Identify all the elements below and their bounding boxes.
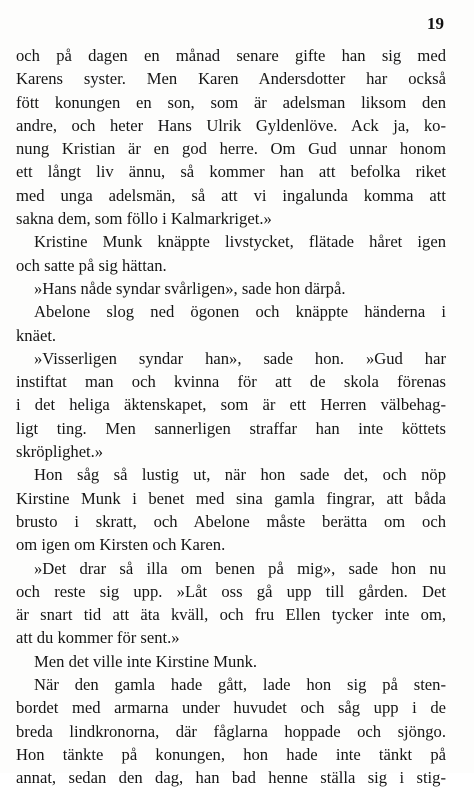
text-line: Karens syster. Men Karen Andersdotter har också [16,69,446,89]
text-line: Kristine Munk knäppte livstycket, flätade håret igen [34,232,446,252]
text-line: Abelone slog ned ögonen och knäppte händerna i [34,302,446,322]
text-line: brusto i skratt, och Abelone måste berätta om och [16,511,446,531]
text-line: och på dagen en månad senare gifte han sig med [16,46,446,65]
text-line: Men det ville inte Kirstine Munk. [34,651,258,671]
text-line: med unga adelsmän, så att vi ingalunda komma att [16,185,446,205]
text-line: sakna dem, som föllo i Kalmarkriget.» [16,209,272,229]
text-line: »Det drar så illa om benen på mig», sade hon nu [34,558,446,578]
text-line: andre, och heter Hans Ulrik Gyldenlöve. Ack ja, ko- [16,115,446,135]
text-line: om igen om Kirsten och Karen. [16,535,226,555]
text-line: och reste sig upp. »Låt oss gå upp till gården. Det [16,581,446,601]
text-line: »Visserligen syndar han», sade hon. »Gud har [34,348,446,368]
text-line: instiftat man och kvinna för att de skola förenas [16,372,446,392]
text-line: knäet. [16,325,57,345]
text-line: skröplighet.» [16,442,104,462]
text-line: Hon såg så lustig ut, när hon sade det, och nöp [34,465,446,485]
text-line: Hon tänkte på konungen, hon hade inte tänkt på [16,744,446,764]
text-line: »Hans nåde syndar svårligen», sade hon därpå. [34,278,346,298]
text-line: och satte på sig hättan. [16,255,167,275]
text-line: i det heliga äktenskapet, som är ett Herren välbehag- [16,395,446,415]
text-line: fött konungen en son, som är adelsman liksom den [16,92,446,112]
text-line: ligt ting. Men sannerligen straffar han inte köttets [16,418,446,438]
text-line: När den gamla hade gått, lade hon sig på sten- [34,675,446,695]
text-line: att du kommer för sent.» [16,628,180,648]
text-line: är snart tid att äta kväll, och fru Ellen tycker inte om, [16,605,446,625]
text-line: nung Kristian är en god herre. Om Gud unnar honom [16,139,446,159]
body-text [16,44,446,790]
page-number: 19 [427,14,444,33]
text-line: ett långt liv ännu, så kommer han att befolka riket [16,162,446,182]
text-line: breda lindkronorna, där fåglarna hoppade och sjöngo. [16,721,446,741]
text-line: Kirstine Munk i benet med sina gamla fingrar, att båda [16,488,446,508]
text-line: annat, sedan den dag, han bad henne ställa sig i stig- [16,768,446,788]
text-line: bordet med armarna under huvudet och såg upp i de [16,698,446,718]
